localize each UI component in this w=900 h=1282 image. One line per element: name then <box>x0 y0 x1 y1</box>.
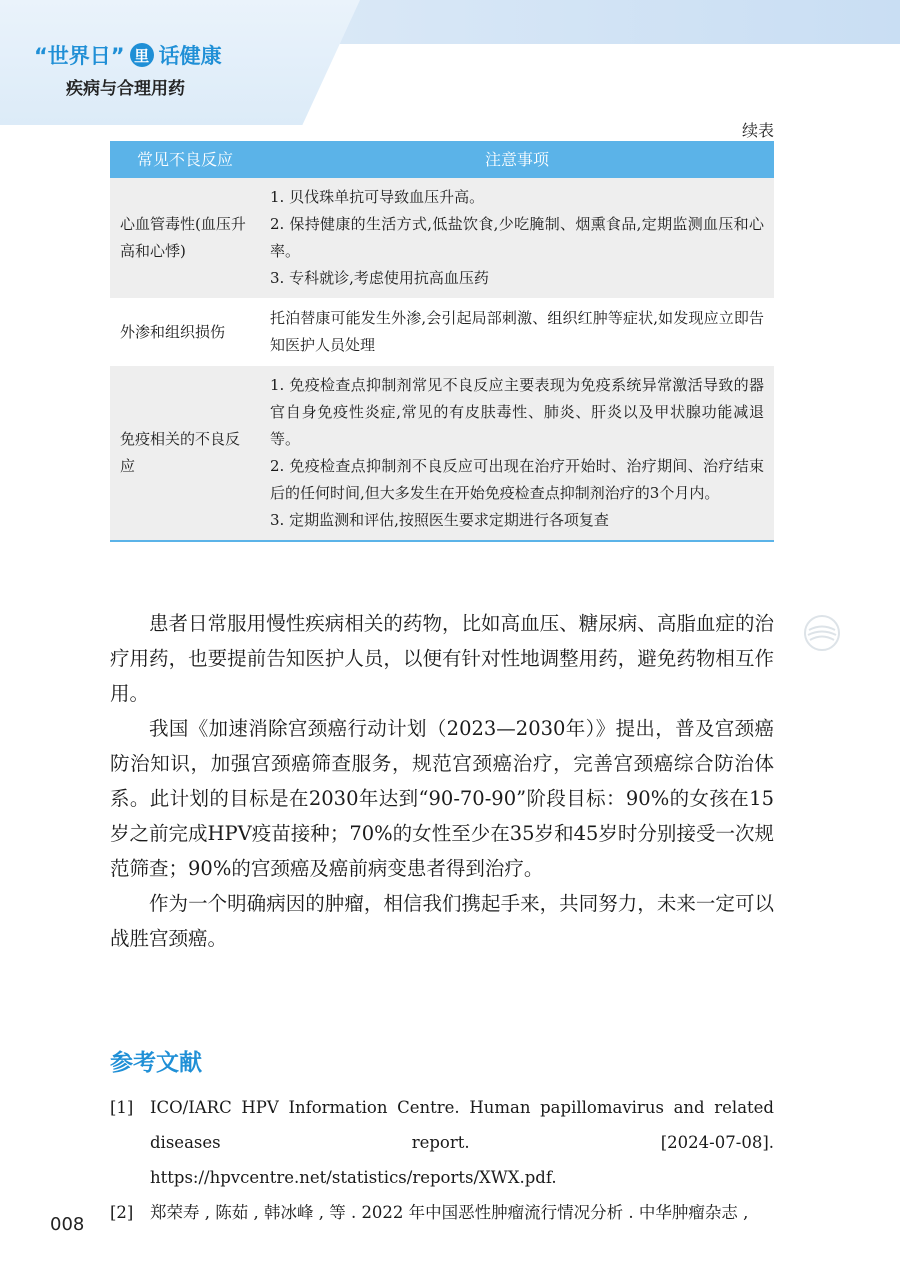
reference-text: 郑荣寿 , 陈茹 , 韩冰峰 , 等 . 2022 年中国恶性肿瘤流行情况分析 . 中华肿瘤杂志 , <box>150 1203 749 1222</box>
table-continued-label: 续表 <box>741 121 774 140</box>
paragraph: 作为一个明确病因的肿瘤，相信我们携起手来，共同努力，未来一定可以战胜宫颈癌。 <box>110 892 774 950</box>
series-title-quoted: “世界日” <box>34 44 125 68</box>
reference-text: ICO/IARC HPV Information Centre. Human papillomavirus and related diseases report. [2024-07-08]. https://hpvcentre.net/statistics/reports/XWX.pdf. <box>150 1098 774 1187</box>
note-line: 2. 保持健康的生活方式,低盐饮食,少吃腌制、烟熏食品,定期监测血压和心率。 <box>270 215 764 260</box>
paragraph: 我国《加速消除宫颈癌行动计划（2023—2030年）》提出，普及宫颈癌防治知识，加强宫颈癌筛查服务，规范宫颈癌治疗，完善宫颈癌综合防治体系。此计划的目标是在2030年达到“90-70-90”阶段目标：90%的女孩在15岁之前完成HPV疫苗接种；70%的女性至少在35岁和45岁时分别接受一次规范筛查；90%的宫颈癌及癌前病变患者得到治疗。 <box>110 717 774 880</box>
table-row <box>110 299 774 366</box>
series-title-badge: 里 <box>130 43 154 67</box>
reaction-cell: 心血管毒性(血压升高和心悸) <box>110 178 260 299</box>
paragraph: 患者日常服用慢性疾病相关的药物，比如高血压、糖尿病、高脂血症的治疗用药，也要提前告知医护人员，以便有针对性地调整用药，避免药物相互作用。 <box>110 612 774 705</box>
reaction-cell: 外渗和组织损伤 <box>110 299 260 366</box>
notes-cell <box>260 299 774 366</box>
table-row <box>110 178 774 299</box>
note-line: 3. 专科就诊,考虑使用抗高血压药 <box>270 269 489 287</box>
note-line: 1. 贝伐珠单抗可导致血压升高。 <box>270 188 485 206</box>
reference-number: [1] <box>110 1098 134 1117</box>
series-title <box>34 40 222 70</box>
reaction-cell: 免疫相关的不良反应 <box>110 366 260 542</box>
note-line: 1. 免疫检查点抑制剂常见不良反应主要表现为免疫系统异常激活导致的器官自身免疫性炎症,常见的有皮肤毒性、肺炎、肝炎以及甲状腺功能减退等。 <box>270 376 764 448</box>
reference-list <box>110 1090 774 1230</box>
note-line: 3. 定期监测和评估,按照医生要求定期进行各项复查 <box>270 511 609 529</box>
reference-item <box>110 1090 774 1195</box>
header-bar <box>270 0 900 44</box>
reference-item <box>110 1195 774 1230</box>
page-number: 008 <box>50 1214 85 1235</box>
table-header-row <box>110 141 774 178</box>
series-title-rest: 话健康 <box>158 44 222 68</box>
note-line: 2. 免疫检查点抑制剂不良反应可出现在治疗开始时、治疗期间、治疗结束后的任何时间,但大多发生在开始免疫检查点抑制剂治疗的3个月内。 <box>270 457 764 502</box>
notes-cell <box>260 178 774 299</box>
column-header-reaction: 常见不良反应 <box>110 141 260 178</box>
notes-cell <box>260 366 774 542</box>
globe-logo-icon <box>803 614 841 652</box>
note-line: 托泊替康可能发生外渗,会引起局部刺激、组织红肿等症状,如发现应立即告知医护人员处理 <box>270 309 764 354</box>
body-text <box>110 606 774 956</box>
references-heading: 参考文献 <box>110 1050 202 1076</box>
book-subtitle: 疾病与合理用药 <box>66 79 185 99</box>
reference-number: [2] <box>110 1203 134 1222</box>
table-row <box>110 366 774 542</box>
column-header-notes: 注意事项 <box>260 141 774 178</box>
adverse-reaction-table <box>110 141 774 542</box>
